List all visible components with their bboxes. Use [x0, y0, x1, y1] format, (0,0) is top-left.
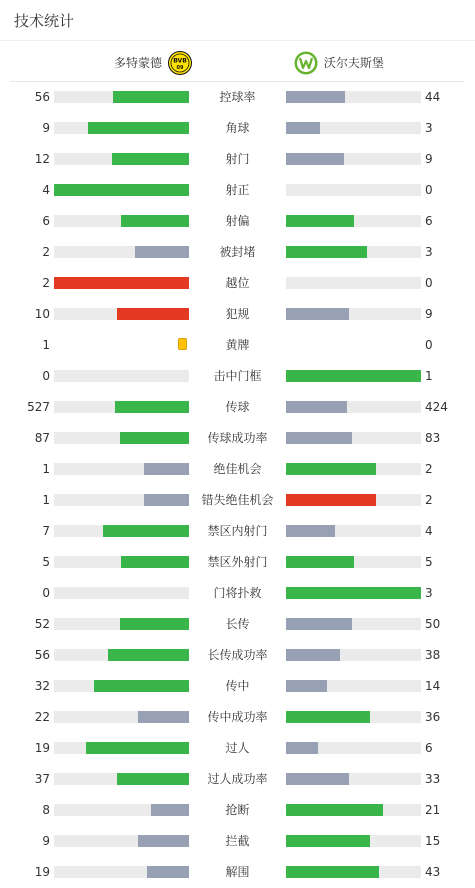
stat-row	[0, 707, 475, 727]
stat-label: 门将扑救	[213, 586, 262, 600]
stat-row	[0, 273, 475, 293]
away-team-name: 沃尔夫斯堡	[323, 56, 384, 70]
home-stat-value: 12	[34, 152, 50, 166]
stat-label: 犯规	[225, 307, 250, 321]
stat-label: 射偏	[225, 214, 250, 228]
away-stat-value: 3	[425, 121, 433, 135]
home-stat-bar	[54, 308, 189, 320]
teams-header	[10, 41, 465, 82]
away-stat-bar	[286, 246, 421, 258]
away-stat-bar	[286, 122, 421, 134]
stat-row	[0, 428, 475, 448]
away-stat-value: 15	[425, 834, 441, 848]
home-stat-value: 56	[34, 90, 50, 104]
home-stat-value: 56	[34, 648, 50, 662]
stat-row	[0, 211, 475, 231]
stat-label: 传球成功率	[207, 431, 268, 445]
home-stat-bar-fill	[103, 525, 189, 537]
away-stat-bar-fill	[286, 153, 344, 165]
home-stat-value: 0	[42, 369, 50, 383]
away-stat-value: 44	[425, 90, 441, 104]
away-stat-bar-fill	[286, 804, 383, 816]
away-stat-value: 0	[425, 338, 433, 352]
stat-row	[0, 149, 475, 169]
away-stat-bar-fill	[286, 866, 379, 878]
home-stat-bar-fill	[94, 680, 189, 692]
home-stat-bar	[54, 494, 189, 506]
away-stat-bar	[286, 835, 421, 847]
home-stat-bar-fill	[112, 153, 189, 165]
away-stat-value: 0	[425, 183, 433, 197]
away-stat-bar	[286, 308, 421, 320]
away-stat-bar-fill	[286, 370, 421, 382]
away-stat-value: 6	[425, 741, 433, 755]
home-stat-bar	[54, 246, 189, 258]
away-stat-bar	[286, 711, 421, 723]
away-stat-value: 14	[425, 679, 441, 693]
stat-label: 被封堵	[219, 245, 256, 259]
stat-row	[0, 490, 475, 510]
away-stat-bar	[286, 618, 421, 630]
stat-row	[0, 831, 475, 851]
away-stat-bar	[286, 153, 421, 165]
away-stat-bar	[286, 432, 421, 444]
stat-row	[0, 583, 475, 603]
home-stat-bar-fill	[117, 773, 189, 785]
stat-row	[0, 87, 475, 107]
away-stat-bar	[286, 401, 421, 413]
home-stat-bar	[54, 587, 189, 599]
away-stat-bar-fill	[286, 401, 347, 413]
home-stat-value: 0	[42, 586, 50, 600]
stat-row	[0, 738, 475, 758]
away-stat-bar-fill	[286, 556, 354, 568]
svg-text:09: 09	[176, 65, 184, 71]
home-stat-value: 1	[42, 462, 50, 476]
away-stat-bar	[286, 184, 421, 196]
away-stat-value: 43	[425, 865, 441, 879]
stat-row	[0, 180, 475, 200]
page-title: 技术统计	[14, 12, 75, 30]
stat-label: 传球	[225, 400, 250, 414]
home-stat-value: 10	[34, 307, 50, 321]
stat-label: 过人	[225, 741, 250, 755]
home-stat-value: 87	[34, 431, 50, 445]
home-stat-bar-fill	[135, 246, 189, 258]
away-stat-bar-fill	[286, 711, 370, 723]
home-stat-value: 7	[42, 524, 50, 538]
away-stat-value: 3	[425, 586, 433, 600]
away-stat-bar-fill	[286, 835, 370, 847]
home-stat-value: 9	[42, 834, 50, 848]
stat-label: 解围	[225, 865, 250, 879]
vfl-wolfsburg-crest-icon	[294, 51, 318, 75]
home-stat-bar	[54, 370, 189, 382]
away-stat-bar	[286, 370, 421, 382]
away-stat-value: 83	[425, 431, 441, 445]
stat-row	[0, 676, 475, 696]
home-stat-bar-fill	[147, 866, 189, 878]
stat-row	[0, 769, 475, 789]
stat-row	[0, 366, 475, 386]
home-stat-bar	[54, 463, 189, 475]
home-stat-value: 22	[34, 710, 50, 724]
away-stat-bar-fill	[286, 618, 352, 630]
home-stat-bar	[54, 277, 189, 289]
stat-label: 黄牌	[225, 338, 250, 352]
stat-row	[0, 335, 475, 355]
away-stat-value: 0	[425, 276, 433, 290]
home-stat-value: 6	[42, 214, 50, 228]
home-stat-value: 2	[42, 245, 50, 259]
away-stat-bar-fill	[286, 122, 320, 134]
stat-label: 禁区内射门	[207, 524, 268, 538]
home-stat-bar	[54, 122, 189, 134]
home-team[interactable]	[114, 51, 194, 71]
home-stat-bar-fill	[117, 308, 189, 320]
away-stat-value: 36	[425, 710, 441, 724]
home-stat-bar-fill	[120, 618, 189, 630]
stat-label: 击中门框	[213, 369, 262, 383]
home-stat-value: 2	[42, 276, 50, 290]
stat-label: 过人成功率	[207, 772, 268, 786]
home-stat-bar-fill	[121, 556, 189, 568]
home-stat-bar-fill	[144, 463, 189, 475]
home-stat-bar	[54, 215, 189, 227]
away-stat-value: 9	[425, 307, 433, 321]
home-stat-bar	[54, 711, 189, 723]
stat-row	[0, 862, 475, 882]
stat-label: 射正	[225, 183, 250, 197]
stat-row	[0, 304, 475, 324]
stat-label: 射门	[225, 152, 250, 166]
home-stat-bar	[54, 680, 189, 692]
home-stat-bar-fill	[54, 184, 189, 196]
stat-label: 绝佳机会	[213, 462, 262, 476]
home-stat-bar-fill	[144, 494, 189, 506]
home-stat-bar	[54, 184, 189, 196]
away-stat-value: 21	[425, 803, 441, 817]
away-stat-bar	[286, 587, 421, 599]
away-stat-value: 50	[425, 617, 441, 631]
home-stat-bar-fill	[138, 835, 189, 847]
away-stat-bar	[286, 773, 421, 785]
away-stat-bar	[286, 463, 421, 475]
svg-text:BVB: BVB	[173, 57, 187, 65]
stat-row	[0, 521, 475, 541]
stat-label: 禁区外射门	[207, 555, 268, 569]
home-stat-bar-fill	[113, 91, 189, 103]
stat-row	[0, 118, 475, 138]
home-stat-bar	[54, 153, 189, 165]
away-stat-bar-fill	[286, 308, 349, 320]
away-stat-value: 33	[425, 772, 441, 786]
home-stat-value: 1	[42, 338, 50, 352]
away-stat-value: 3	[425, 245, 433, 259]
bvb-crest-icon	[168, 51, 192, 75]
home-stat-value: 32	[34, 679, 50, 693]
away-stat-bar-fill	[286, 246, 367, 258]
home-stat-bar	[54, 866, 189, 878]
away-stat-bar	[286, 680, 421, 692]
stat-label: 抢断	[225, 803, 250, 817]
away-stat-bar-fill	[286, 742, 318, 754]
stat-row	[0, 552, 475, 572]
home-stat-value: 5	[42, 555, 50, 569]
away-stat-bar-fill	[286, 649, 340, 661]
away-stat-bar	[286, 525, 421, 537]
stat-label: 长传	[225, 617, 250, 631]
home-stat-bar	[54, 91, 189, 103]
home-stat-bar	[54, 618, 189, 630]
away-stat-bar-fill	[286, 432, 352, 444]
away-stat-bar	[286, 742, 421, 754]
home-stat-bar-fill	[115, 401, 189, 413]
home-stat-bar-fill	[86, 742, 189, 754]
home-stat-bar-fill	[108, 649, 189, 661]
away-stat-bar-fill	[286, 773, 349, 785]
away-stat-value: 38	[425, 648, 441, 662]
home-stat-bar-fill	[121, 215, 189, 227]
away-stat-bar-fill	[286, 680, 327, 692]
away-stat-bar	[286, 494, 421, 506]
stat-row	[0, 645, 475, 665]
away-stat-bar-fill	[286, 215, 354, 227]
away-stat-bar-fill	[286, 494, 376, 506]
home-stat-bar	[54, 773, 189, 785]
home-stat-value: 19	[34, 741, 50, 755]
home-stat-bar	[54, 432, 189, 444]
stat-row	[0, 397, 475, 417]
home-stat-bar-fill	[151, 804, 189, 816]
away-stat-value: 9	[425, 152, 433, 166]
away-stat-bar	[286, 804, 421, 816]
home-stat-value: 527	[27, 400, 50, 414]
home-stat-bar-fill	[54, 277, 189, 289]
home-stat-bar	[54, 742, 189, 754]
yellow-card-icon	[178, 338, 187, 350]
home-stat-bar	[54, 556, 189, 568]
away-stat-bar-fill	[286, 587, 421, 599]
away-stat-value: 5	[425, 555, 433, 569]
stat-row	[0, 459, 475, 479]
home-stat-value: 4	[42, 183, 50, 197]
away-stat-bar-fill	[286, 91, 345, 103]
home-stat-bar	[54, 804, 189, 816]
home-stat-value: 52	[34, 617, 50, 631]
stat-row	[0, 242, 475, 262]
away-stat-value: 1	[425, 369, 433, 383]
away-stat-value: 6	[425, 214, 433, 228]
away-stat-value: 2	[425, 462, 433, 476]
stat-label: 角球	[225, 121, 250, 135]
stat-label: 传中成功率	[207, 710, 268, 724]
stat-row	[0, 614, 475, 634]
away-stat-bar-fill	[286, 463, 376, 475]
header	[0, 0, 475, 41]
home-stat-bar-fill	[120, 432, 189, 444]
stat-label: 控球率	[219, 90, 256, 104]
away-team[interactable]	[292, 51, 384, 71]
away-stat-bar	[286, 556, 421, 568]
home-stat-bar	[54, 525, 189, 537]
home-stat-bar	[54, 401, 189, 413]
away-stat-value: 4	[425, 524, 433, 538]
home-stat-bar-fill	[88, 122, 189, 134]
stat-label: 错失绝佳机会	[201, 493, 274, 507]
home-stat-bar	[54, 649, 189, 661]
home-stat-value: 19	[34, 865, 50, 879]
home-stat-value: 9	[42, 121, 50, 135]
away-stat-bar	[286, 866, 421, 878]
away-stat-bar	[286, 215, 421, 227]
stat-label: 传中	[225, 679, 250, 693]
stat-row	[0, 800, 475, 820]
home-stat-value: 37	[34, 772, 50, 786]
away-stat-bar-fill	[286, 525, 335, 537]
stat-label: 长传成功率	[207, 648, 268, 662]
away-stat-bar	[286, 649, 421, 661]
away-stat-bar	[286, 277, 421, 289]
stat-label: 越位	[225, 276, 250, 290]
home-stat-bar	[54, 835, 189, 847]
home-stat-value: 1	[42, 493, 50, 507]
home-team-name: 多特蒙德	[114, 56, 163, 70]
away-stat-bar	[286, 91, 421, 103]
away-stat-value: 2	[425, 493, 433, 507]
away-stat-value: 424	[425, 400, 448, 414]
stat-label: 拦截	[225, 834, 250, 848]
home-stat-bar-fill	[138, 711, 189, 723]
home-stat-value: 8	[42, 803, 50, 817]
